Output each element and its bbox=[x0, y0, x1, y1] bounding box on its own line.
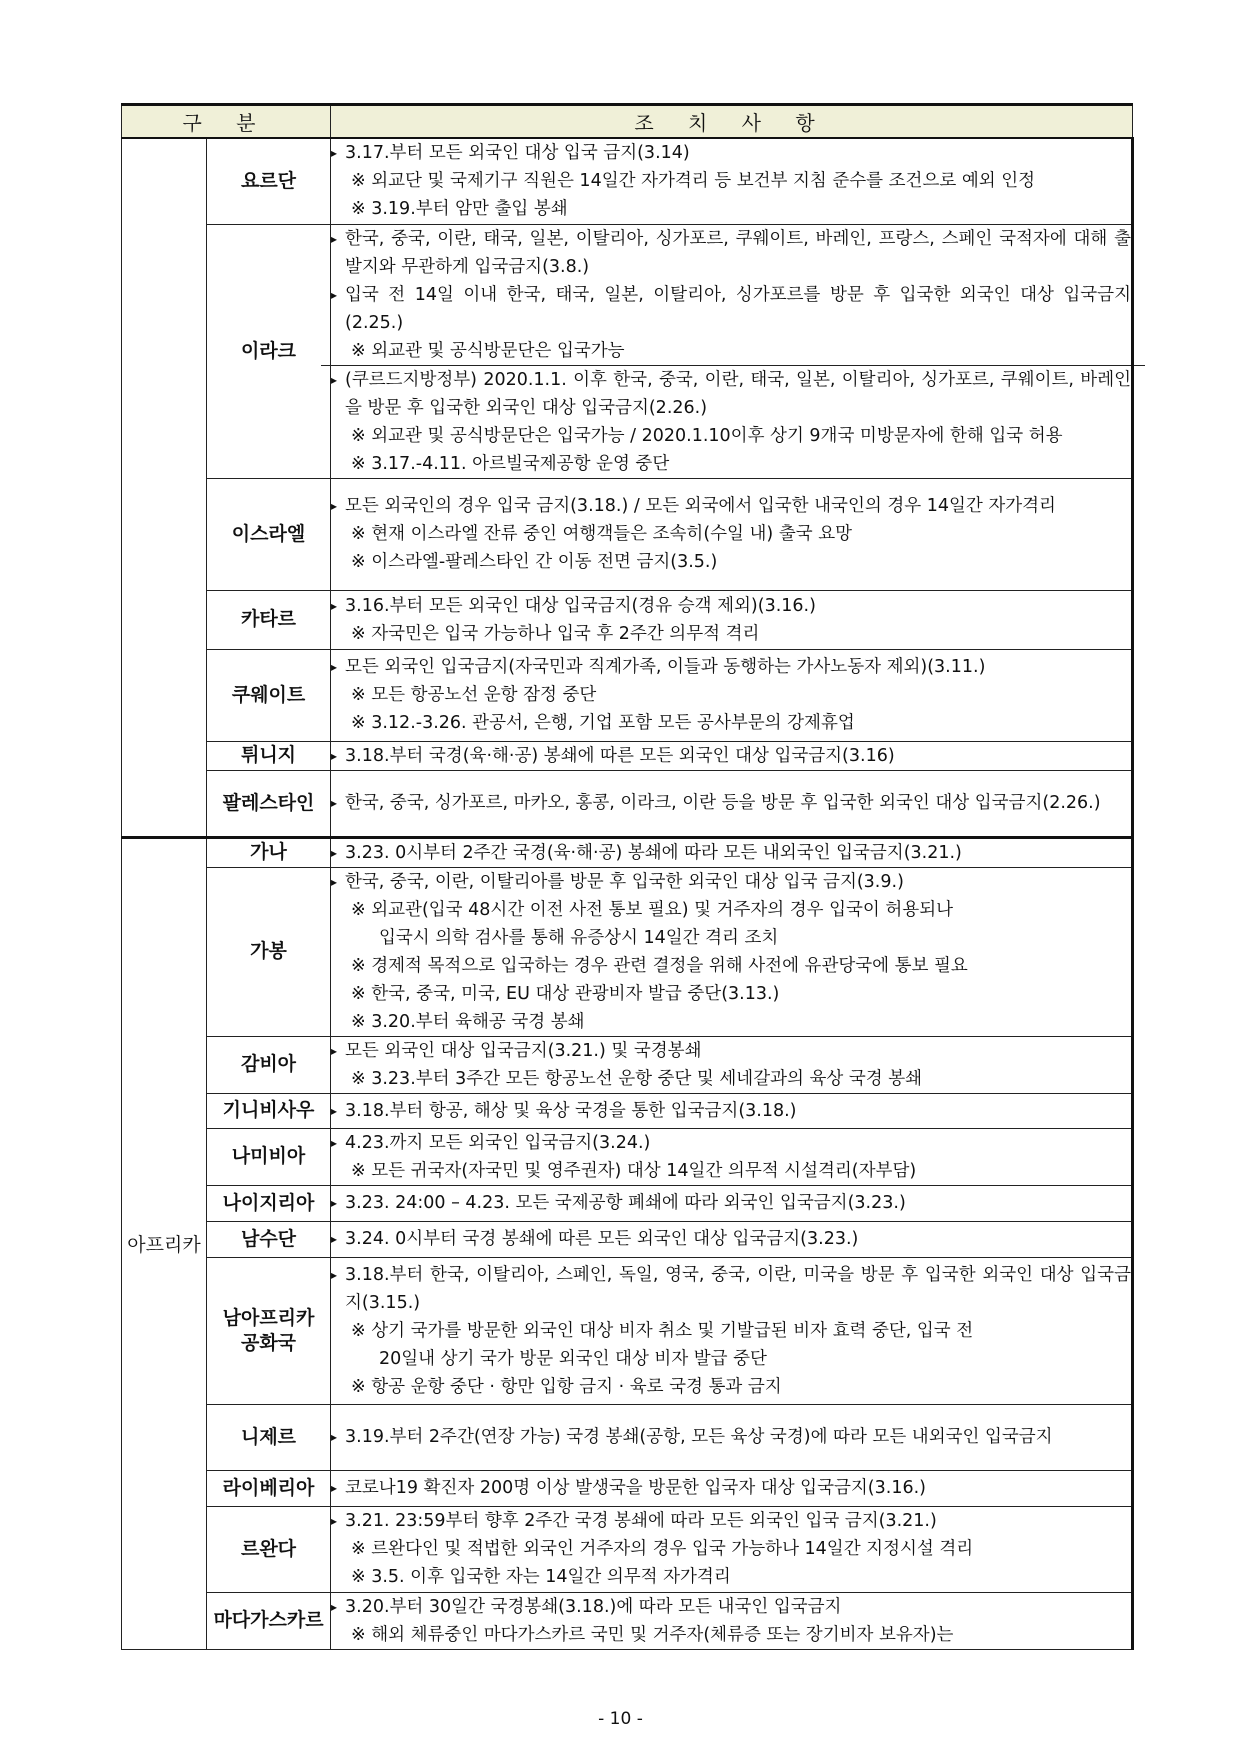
country-name-line1: 남아프리카 bbox=[222, 1306, 315, 1329]
country-cell: 나이지리아 bbox=[207, 1185, 331, 1221]
table-row bbox=[122, 1036, 1133, 1093]
country-cell: 마다가스카르 bbox=[207, 1592, 331, 1649]
region-cell-middle-east bbox=[122, 138, 207, 837]
note-line: ※ 외교관 및 공식방문단은 입국가능 bbox=[351, 340, 625, 361]
note-continuation: 20일내 상기 국가 방문 외국인 대상 비자 발급 중단 bbox=[379, 1348, 767, 1369]
bullet-line: ▸ 3.20.부터 30일간 국경봉쇄(3.18.)에 따라 모든 내국인 입국금지 bbox=[331, 1593, 1131, 1621]
country-cell: 라이베리아 bbox=[207, 1470, 331, 1506]
measures-cell bbox=[331, 1257, 1133, 1404]
bullet-line: ▸ 3.18.부터 항공, 해상 및 육상 국경을 통한 입국금지(3.18.) bbox=[331, 1097, 1131, 1125]
country-cell: 가나 bbox=[207, 837, 331, 867]
bullet-line: ▸ 3.16.부터 모든 외국인 대상 입국금지(경유 승객 제외)(3.16.) bbox=[331, 592, 1131, 620]
measures-cell bbox=[331, 1185, 1133, 1221]
measures-table bbox=[121, 103, 1134, 1650]
note-line: ※ 르완다인 및 적법한 외국인 거주자의 경우 입국 가능하나 14일간 지정시설 격리 bbox=[351, 1539, 974, 1559]
country-cell: 남수단 bbox=[207, 1221, 331, 1257]
bullet-line: ▸ 3.17.부터 모든 외국인 대상 입국 금지(3.14) bbox=[331, 139, 1131, 167]
measures-cell bbox=[331, 1036, 1133, 1093]
bullet-line: ▸ 3.21. 23:59부터 향후 2주간 국경 봉쇄에 따라 모든 외국인 입국 금지(3.21.) bbox=[331, 1507, 1131, 1535]
country-cell: 이라크 bbox=[207, 224, 331, 478]
bullet-line: ▸ 코로나19 확진자 200명 이상 발생국을 방문한 입국자 대상 입국금지(3.16.) bbox=[331, 1474, 1131, 1502]
country-cell: 요르단 bbox=[207, 138, 331, 224]
header-measures: 조 치 사 항 bbox=[331, 105, 1133, 139]
measures-cell bbox=[331, 741, 1133, 770]
note-line: ※ 해외 체류중인 마다가스카르 국민 및 거주자(체류증 또는 장기비자 보유자)는 bbox=[351, 1624, 954, 1645]
table-row bbox=[122, 1093, 1133, 1128]
country-cell: 나미비아 bbox=[207, 1128, 331, 1185]
table-row bbox=[122, 1257, 1133, 1404]
note-line: ※ 3.12.-3.26. 관공서, 은행, 기업 포함 모든 공사부문의 강제휴업 bbox=[351, 713, 855, 733]
note-line: ※ 상기 국가를 방문한 외국인 대상 비자 취소 및 기발급된 비자 효력 중단, 입국 전 bbox=[351, 1320, 974, 1341]
bullet-line: ▸ 3.23. 24:00 – 4.23. 모든 국제공항 폐쇄에 따라 외국인 입국금지(3.23.) bbox=[331, 1189, 1131, 1217]
measures-cell bbox=[331, 1404, 1133, 1470]
measures-cell bbox=[331, 1128, 1133, 1185]
measures-cell bbox=[331, 867, 1133, 1036]
bullet-line: ▸ 한국, 중국, 이란, 태국, 일본, 이탈리아, 싱가포르, 쿠웨이트, 바레인, 프랑스, 스페인 국적자에 대해 출발지와 무관하게 입국금지(3.8.) bbox=[331, 225, 1131, 281]
table-row bbox=[122, 867, 1133, 1036]
note-line: ※ 경제적 목적으로 입국하는 경우 관련 결정을 위해 사전에 유관당국에 통보 필요 bbox=[351, 955, 968, 976]
measures-cell bbox=[331, 138, 1133, 224]
table-row bbox=[122, 770, 1133, 837]
bullet-line: ▸ 3.18.부터 국경(육·해·공) 봉쇄에 따른 모든 외국인 대상 입국금지(3.16) bbox=[331, 742, 1131, 770]
measures-cell bbox=[331, 224, 1133, 478]
measures-cell bbox=[331, 1506, 1133, 1592]
note-line: ※ 3.19.부터 암만 출입 봉쇄 bbox=[351, 199, 568, 220]
table-row bbox=[122, 741, 1133, 770]
note-line: ※ 3.17.-4.11. 아르빌국제공항 운영 중단 bbox=[351, 453, 670, 474]
page-number: - 10 - bbox=[598, 1709, 643, 1729]
measures-cell bbox=[331, 1221, 1133, 1257]
table-row bbox=[122, 138, 1133, 224]
table-row bbox=[122, 1185, 1133, 1221]
note-line: ※ 현재 이스라엘 잔류 중인 여행객들은 조속히(수일 내) 출국 요망 bbox=[351, 524, 853, 544]
bullet-line: ▸ 3.24. 0시부터 국경 봉쇄에 따른 모든 외국인 대상 입국금지(3.23.) bbox=[331, 1225, 1131, 1253]
table-row bbox=[122, 1506, 1133, 1592]
table-row bbox=[122, 478, 1133, 590]
table-row bbox=[122, 837, 1133, 867]
country-cell bbox=[207, 1257, 331, 1404]
measures-cell bbox=[331, 1470, 1133, 1506]
bullet-line: ▸ 3.19.부터 2주간(연장 가능) 국경 봉쇄(공항, 모든 육상 국경)에 따라 모든 내외국인 입국금지 bbox=[331, 1423, 1131, 1451]
bullet-line: ▸ 입국 전 14일 이내 한국, 태국, 일본, 이탈리아, 싱가포르를 방문 후 입국한 외국인 대상 입국금지(2.25.) bbox=[331, 281, 1131, 337]
country-cell: 기니비사우 bbox=[207, 1093, 331, 1128]
table-row bbox=[122, 590, 1133, 649]
bullet-line: ▸ 모든 외국인의 경우 입국 금지(3.18.) / 모든 외국에서 입국한 내국인의 경우 14일간 자가격리 bbox=[331, 492, 1131, 520]
measures-cell bbox=[331, 770, 1133, 837]
measures-cell bbox=[331, 837, 1133, 867]
measures-cell bbox=[331, 590, 1133, 649]
bullet-line: ▸ 4.23.까지 모든 외국인 입국금지(3.24.) bbox=[331, 1129, 1131, 1157]
kurdistan-subsection bbox=[321, 365, 1145, 478]
note-line: ※ 외교관(입국 48시간 이전 사전 통보 필요) 및 거주자의 경우 입국이 허용되나 bbox=[351, 899, 954, 920]
measures-cell bbox=[331, 1093, 1133, 1128]
note-line: ※ 모든 귀국자(자국민 및 영주권자) 대상 14일간 의무적 시설격리(자부담) bbox=[351, 1160, 917, 1181]
header-category: 구 분 bbox=[122, 105, 331, 139]
note-line: ※ 모든 항공노선 운항 잠정 중단 bbox=[351, 685, 597, 705]
bullet-line: ▸ 모든 외국인 대상 입국금지(3.21.) 및 국경봉쇄 bbox=[331, 1037, 1131, 1065]
country-name-line2: 공화국 bbox=[240, 1331, 297, 1354]
country-cell: 튀니지 bbox=[207, 741, 331, 770]
country-cell: 니제르 bbox=[207, 1404, 331, 1470]
bullet-line: ▸ 3.23. 0시부터 2주간 국경(육·해·공) 봉쇄에 따라 모든 내외국인 입국금지(3.21.) bbox=[331, 839, 1131, 867]
note-line: ※ 자국민은 입국 가능하나 입국 후 2주간 의무적 격리 bbox=[351, 623, 760, 644]
table-row bbox=[122, 224, 1133, 478]
measures-cell bbox=[331, 1592, 1133, 1649]
note-line: ※ 외교관 및 공식방문단은 입국가능 / 2020.1.10이후 상기 9개국 미방문자에 한해 입국 허용 bbox=[351, 425, 1063, 446]
note-line: ※ 3.23.부터 3주간 모든 항공노선 운항 중단 및 세네갈과의 육상 국경 봉쇄 bbox=[351, 1068, 923, 1089]
bullet-line: ▸ 한국, 중국, 이란, 이탈리아를 방문 후 입국한 외국인 대상 입국 금지(3.9.) bbox=[331, 868, 1131, 896]
country-cell: 감비아 bbox=[207, 1036, 331, 1093]
note-line: ※ 한국, 중국, 미국, EU 대상 관광비자 발급 중단(3.13.) bbox=[351, 983, 780, 1004]
measures-cell bbox=[331, 478, 1133, 590]
bullet-line: ▸ 모든 외국인 입국금지(자국민과 직계가족, 이들과 동행하는 가사노동자 제외)(3.11.) bbox=[331, 653, 1131, 681]
note-line: ※ 이스라엘-팔레스타인 간 이동 전면 금지(3.5.) bbox=[351, 552, 718, 572]
note-line: ※ 3.20.부터 육해공 국경 봉쇄 bbox=[351, 1011, 585, 1032]
note-line: ※ 항공 운항 중단 · 항만 입항 금지 · 육로 국경 통과 금지 bbox=[351, 1376, 782, 1397]
table-row bbox=[122, 649, 1133, 741]
table-header-row bbox=[122, 105, 1133, 139]
note-line: ※ 외교단 및 국제기구 직원은 14일간 자가격리 등 보건부 지침 준수를 조건으로 예외 인정 bbox=[351, 171, 1036, 192]
measures-cell bbox=[331, 649, 1133, 741]
table-row bbox=[122, 1470, 1133, 1506]
country-cell: 쿠웨이트 bbox=[207, 649, 331, 741]
bullet-line: ▸ (쿠르드지방정부) 2020.1.1. 이후 한국, 중국, 이란, 태국, 일본, 이탈리아, 싱가포르, 쿠웨이트, 바레인을 방문 후 입국한 외국인 대상 입국금지(2.26.) bbox=[331, 366, 1131, 422]
bullet-line: ▸ 한국, 중국, 싱가포르, 마카오, 홍콩, 이라크, 이란 등을 방문 후 입국한 외국인 대상 입국금지(2.26.) bbox=[331, 789, 1131, 817]
country-cell: 이스라엘 bbox=[207, 478, 331, 590]
country-cell: 가봉 bbox=[207, 867, 331, 1036]
region-cell-africa: 아프리카 bbox=[122, 837, 207, 1649]
bullet-line: ▸ 3.18.부터 한국, 이탈리아, 스페인, 독일, 영국, 중국, 이란, 미국을 방문 후 입국한 외국인 대상 입국금지(3.15.) bbox=[331, 1261, 1131, 1317]
note-continuation: 입국시 의학 검사를 통해 유증상시 14일간 격리 조치 bbox=[379, 927, 779, 948]
note-line: ※ 3.5. 이후 입국한 자는 14일간 의무적 자가격리 bbox=[351, 1567, 731, 1587]
table-row bbox=[122, 1221, 1133, 1257]
table-row bbox=[122, 1592, 1133, 1649]
country-cell: 팔레스타인 bbox=[207, 770, 331, 837]
table-row bbox=[122, 1128, 1133, 1185]
country-cell: 카타르 bbox=[207, 590, 331, 649]
table-row bbox=[122, 1404, 1133, 1470]
country-cell: 르완다 bbox=[207, 1506, 331, 1592]
